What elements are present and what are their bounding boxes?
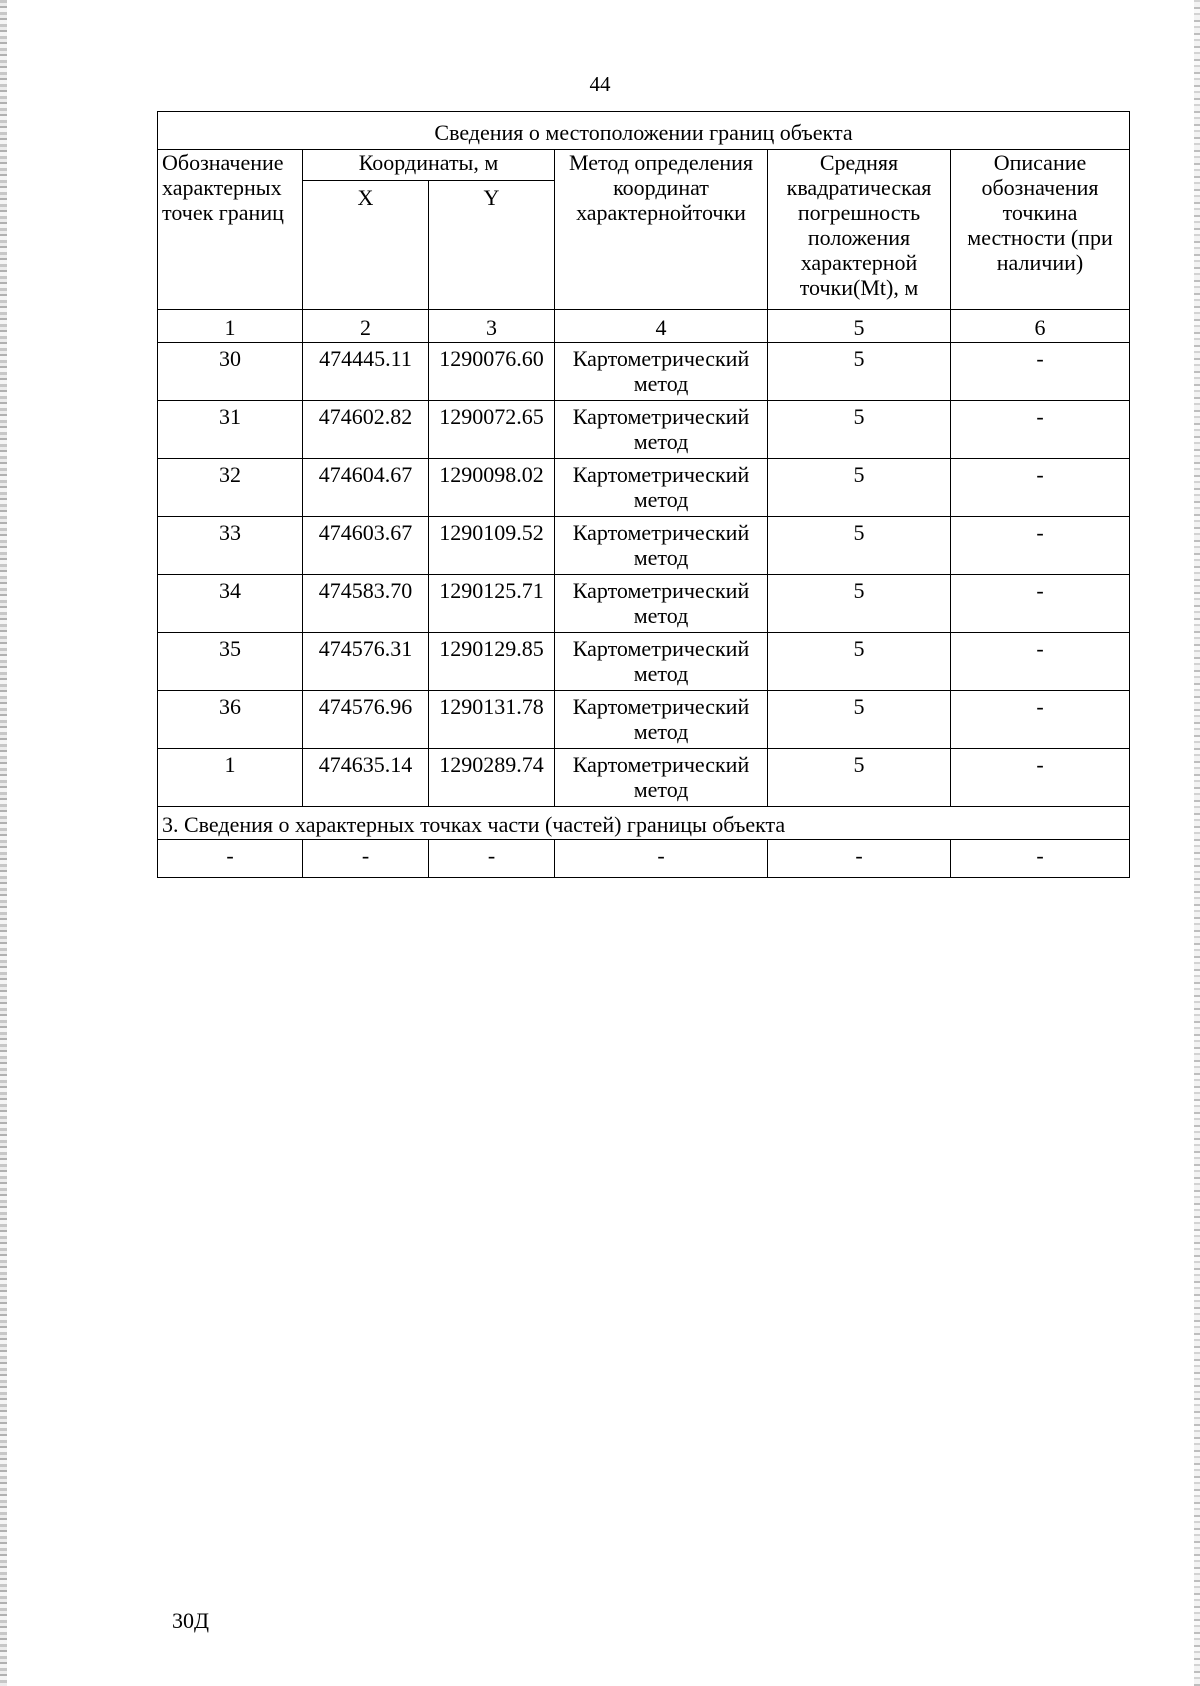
table-row bbox=[158, 459, 1130, 517]
column-number: 3 bbox=[429, 310, 555, 343]
method: Картометрический метод bbox=[555, 749, 768, 807]
point-number: 33 bbox=[158, 517, 303, 575]
table-row bbox=[158, 749, 1130, 807]
boundary-points-table bbox=[157, 111, 1130, 878]
table-title: Сведения о местоположении границ объекта bbox=[158, 112, 1130, 150]
error-value: 5 bbox=[768, 633, 951, 691]
coord-x: 474576.96 bbox=[303, 691, 429, 749]
error-value: 5 bbox=[768, 749, 951, 807]
error-value: 5 bbox=[768, 575, 951, 633]
table-row bbox=[158, 691, 1130, 749]
scan-edge-left bbox=[0, 0, 7, 1686]
method: Картометрический метод bbox=[555, 401, 768, 459]
method: Картометрический метод bbox=[555, 633, 768, 691]
column-number: 2 bbox=[303, 310, 429, 343]
header-y: Y bbox=[429, 181, 555, 310]
header-coordinates: Координаты, м bbox=[303, 150, 555, 181]
coord-x: 474445.11 bbox=[303, 343, 429, 401]
description: - bbox=[951, 633, 1130, 691]
error-value: 5 bbox=[768, 401, 951, 459]
method: Картометрический метод bbox=[555, 459, 768, 517]
point-number: 1 bbox=[158, 749, 303, 807]
point-number: 32 bbox=[158, 459, 303, 517]
table-row bbox=[158, 633, 1130, 691]
coord-x: 474583.70 bbox=[303, 575, 429, 633]
table-row bbox=[158, 343, 1130, 401]
empty-cell: - bbox=[303, 840, 429, 878]
scan-edge-right bbox=[1194, 0, 1200, 1686]
coord-y: 1290129.85 bbox=[429, 633, 555, 691]
empty-cell: - bbox=[951, 840, 1130, 878]
point-number: 30 bbox=[158, 343, 303, 401]
method: Картометрический метод bbox=[555, 575, 768, 633]
empty-cell: - bbox=[768, 840, 951, 878]
column-number: 5 bbox=[768, 310, 951, 343]
empty-cell: - bbox=[555, 840, 768, 878]
coord-y: 1290289.74 bbox=[429, 749, 555, 807]
error-value: 5 bbox=[768, 343, 951, 401]
page-number: 44 bbox=[589, 72, 611, 96]
empty-cell: - bbox=[429, 840, 555, 878]
header-designation: Обозначение характерных точек границ bbox=[158, 150, 303, 310]
section3-empty-row bbox=[158, 840, 1130, 878]
point-number: 31 bbox=[158, 401, 303, 459]
coord-x: 474602.82 bbox=[303, 401, 429, 459]
description: - bbox=[951, 459, 1130, 517]
error-value: 5 bbox=[768, 517, 951, 575]
description: - bbox=[951, 517, 1130, 575]
point-number: 36 bbox=[158, 691, 303, 749]
coord-y: 1290131.78 bbox=[429, 691, 555, 749]
coord-x: 474604.67 bbox=[303, 459, 429, 517]
coord-y: 1290098.02 bbox=[429, 459, 555, 517]
table-title-row bbox=[158, 112, 1130, 150]
empty-cell: - bbox=[158, 840, 303, 878]
description: - bbox=[951, 343, 1130, 401]
coord-y: 1290109.52 bbox=[429, 517, 555, 575]
column-number: 1 bbox=[158, 310, 303, 343]
error-value: 5 bbox=[768, 691, 951, 749]
error-value: 5 bbox=[768, 459, 951, 517]
column-number: 4 bbox=[555, 310, 768, 343]
section3-title: 3. Сведения о характерных точках части (частей) границы объекта bbox=[158, 807, 1130, 840]
description: - bbox=[951, 749, 1130, 807]
table-row bbox=[158, 401, 1130, 459]
description: - bbox=[951, 575, 1130, 633]
method: Картометрический метод bbox=[555, 517, 768, 575]
header-error: Средняя квадратическая погрешность положения характерной точки(Mt), м bbox=[768, 150, 951, 310]
header-row-1 bbox=[158, 150, 1130, 181]
footer-code: 30Д bbox=[172, 1608, 210, 1633]
point-number: 35 bbox=[158, 633, 303, 691]
point-number: 34 bbox=[158, 575, 303, 633]
coord-x: 474603.67 bbox=[303, 517, 429, 575]
method: Картометрический метод bbox=[555, 691, 768, 749]
description: - bbox=[951, 691, 1130, 749]
coord-x: 474635.14 bbox=[303, 749, 429, 807]
description: - bbox=[951, 401, 1130, 459]
section3-title-row bbox=[158, 807, 1130, 840]
table-row bbox=[158, 517, 1130, 575]
coord-y: 1290076.60 bbox=[429, 343, 555, 401]
coord-y: 1290125.71 bbox=[429, 575, 555, 633]
method: Картометрический метод bbox=[555, 343, 768, 401]
header-x: X bbox=[303, 181, 429, 310]
table-row bbox=[158, 575, 1130, 633]
coord-y: 1290072.65 bbox=[429, 401, 555, 459]
header-description: Описание обозначения точкина местности (при наличии) bbox=[951, 150, 1130, 310]
coord-x: 474576.31 bbox=[303, 633, 429, 691]
header-method: Метод определения координат характернойточки bbox=[555, 150, 768, 310]
column-number: 6 bbox=[951, 310, 1130, 343]
column-number-row bbox=[158, 310, 1130, 343]
